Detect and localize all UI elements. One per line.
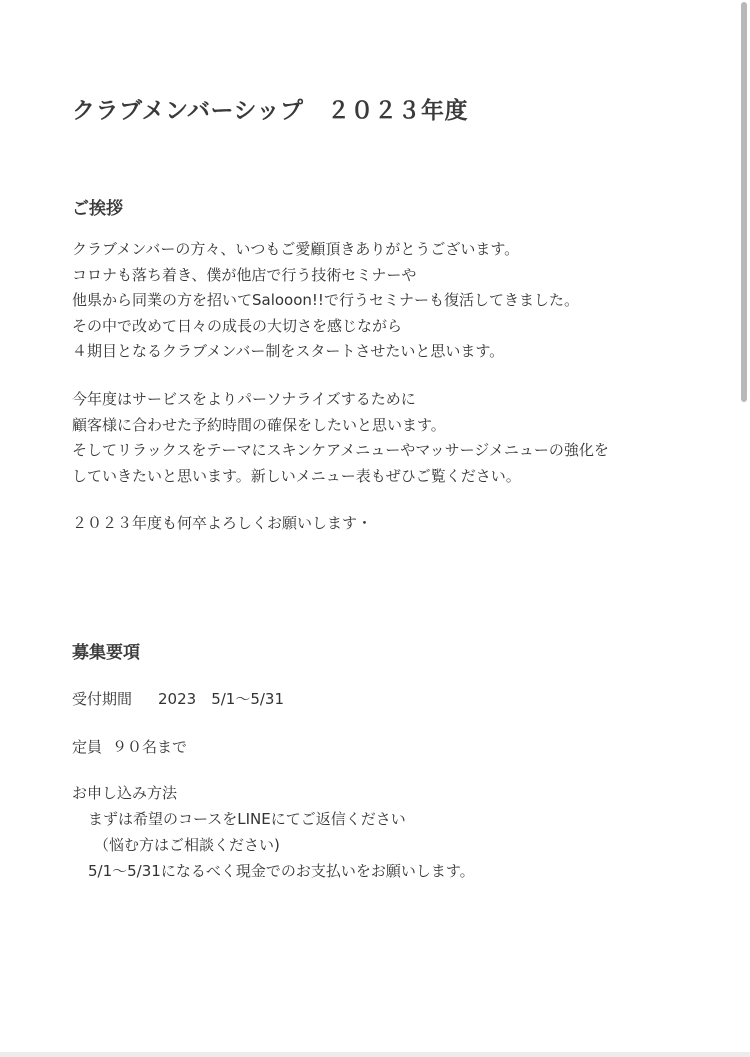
application-method: [72, 780, 475, 884]
text-line: そしてリラックスをテーマにスキンケアメニューやマッサージメニューの強化を: [72, 441, 609, 459]
apply-label: お申し込み方法: [72, 784, 178, 802]
bottom-edge: [0, 1052, 750, 1057]
apply-line: （悩む方はご相談ください): [94, 836, 280, 854]
greeting-paragraph-1: [72, 237, 579, 365]
period-value: 2023 5/1〜5/31: [158, 690, 285, 708]
apply-line: まずは希望のコースをLINEにてご返信ください: [88, 810, 406, 828]
text-line: その中で改めて日々の成長の大切さを感じながら: [72, 316, 403, 335]
capacity-value: ９０名まで: [112, 738, 188, 756]
text-line: していきたいと思います。新しいメニュー表もぜひご覧ください。: [72, 466, 521, 485]
text-line: クラブメンバーの方々、いつもご愛顧頂きありがとうございます。: [72, 240, 520, 258]
vertical-scrollbar[interactable]: [738, 0, 750, 1052]
recruitment-heading: 募集要項: [72, 643, 140, 663]
text-line: ２０２３年度も何卒よろしくお願いします・: [72, 514, 373, 532]
greeting-paragraph-2: [72, 387, 609, 489]
period-label: 受付期間: [72, 690, 133, 708]
text-line: ４期目となるクラブメンバー制をスタートさせたいと思います。: [72, 342, 505, 360]
text-line: コロナも落ち着き、僕が他店で行う技術セミナーや: [72, 265, 417, 284]
text-line: 他県から同業の方を招いてSalooon!!で行うセミナーも復活してきました。: [72, 291, 579, 309]
page-title: クラブメンバーシップ ２０２３年度: [72, 98, 469, 124]
capacity-label: 定員: [72, 738, 103, 756]
apply-line: 5/1〜5/31になるべく現金でのお支払いをお願いします。: [88, 862, 475, 880]
greeting-heading: ご挨拶: [72, 199, 123, 219]
scrollbar-thumb[interactable]: [741, 2, 747, 402]
greeting-closing: [72, 511, 372, 537]
capacity: [72, 736, 187, 757]
application-period: [72, 688, 284, 709]
text-line: 顧客様に合わせた予約時間の確保をしたいと思います。: [72, 415, 446, 434]
text-line: 今年度はサービスをよりパーソナライズするために: [72, 390, 416, 408]
